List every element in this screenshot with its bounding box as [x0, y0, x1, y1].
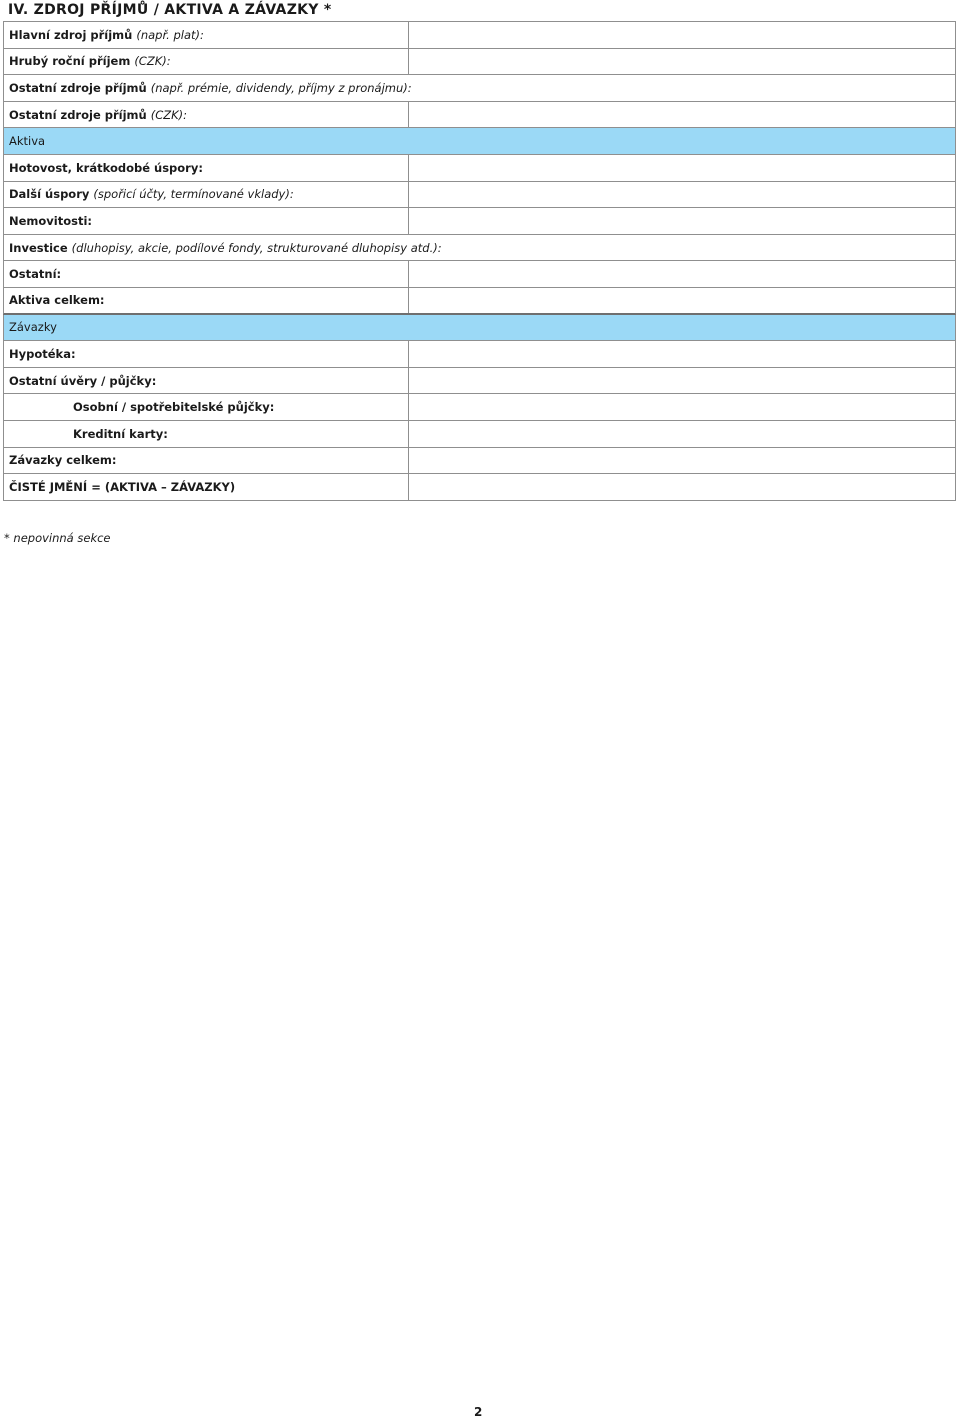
row-other-loans [3, 368, 956, 395]
cash-savings-field[interactable] [408, 155, 955, 181]
real-estate-field[interactable] [408, 208, 955, 234]
section-label: Závazky [9, 320, 57, 335]
row-label [4, 208, 408, 234]
page-number: 2 [474, 1405, 483, 1419]
field-note: (např. plat): [136, 27, 204, 42]
row-label [4, 49, 408, 75]
field-note: (spořicí účty, termínované vklady): [93, 187, 294, 202]
field-label: Hlavní zdroj příjmů [9, 27, 133, 42]
field-label: Hotovost, krátkodobé úspory: [9, 160, 203, 175]
row-label [4, 235, 955, 261]
net-worth-field[interactable] [408, 474, 955, 500]
section-header-assets [3, 128, 956, 155]
field-label: Hrubý roční příjem [9, 54, 131, 69]
field-label: Hypotéka: [9, 346, 76, 361]
field-note: (dluhopisy, akcie, podílové fondy, strukturované dluhopisy atd.): [71, 240, 442, 255]
field-label: Ostatní úvěry / půjčky: [9, 373, 157, 388]
row-label [4, 394, 408, 420]
row-label [4, 22, 408, 48]
row-label [4, 368, 408, 394]
row-main-income-source [3, 22, 956, 49]
row-real-estate [3, 208, 956, 235]
row-label [4, 155, 408, 181]
row-credit-cards [3, 421, 956, 448]
row-investments [3, 235, 956, 262]
row-label [4, 341, 408, 367]
other-income-amount-field[interactable] [408, 102, 955, 128]
mortgage-field[interactable] [408, 341, 955, 367]
consumer-loans-field[interactable] [408, 394, 955, 420]
gross-annual-income-field[interactable] [408, 49, 955, 75]
other-loans-field[interactable] [408, 368, 955, 394]
liabilities-total-field[interactable] [408, 448, 955, 474]
field-note: (CZK): [134, 54, 171, 69]
income-assets-form [3, 21, 956, 501]
field-label: Osobní / spotřebitelské půjčky: [73, 400, 275, 415]
other-savings-field[interactable] [408, 182, 955, 208]
field-label: Závazky celkem: [9, 453, 117, 468]
row-label [4, 448, 408, 474]
assets-total-field[interactable] [408, 288, 955, 313]
field-label: Ostatní: [9, 267, 62, 282]
row-label [4, 474, 408, 500]
field-note: (CZK): [150, 107, 188, 122]
row-label [4, 421, 408, 447]
row-other-income-amount [3, 102, 956, 129]
row-label [4, 261, 408, 287]
field-label: Kreditní karty: [73, 426, 168, 441]
field-label: Ostatní zdroje příjmů [9, 80, 147, 95]
field-label: Další úspory [9, 187, 90, 202]
row-gross-annual-income [3, 49, 956, 76]
field-label: Ostatní zdroje příjmů [9, 107, 147, 122]
row-other-assets [3, 261, 956, 288]
field-label: Aktiva celkem: [9, 293, 105, 308]
field-label: ČISTÉ JMĚNÍ = (AKTIVA – ZÁVAZKY) [9, 479, 236, 494]
row-label [4, 75, 955, 101]
row-other-savings [3, 182, 956, 209]
row-net-worth [3, 474, 956, 501]
credit-cards-field[interactable] [408, 421, 955, 447]
row-mortgage [3, 341, 956, 368]
row-assets-total [3, 288, 956, 315]
field-note: (např. prémie, dividendy, příjmy z pronájmu): [150, 80, 412, 95]
other-assets-field[interactable] [408, 261, 955, 287]
optional-section-footnote: * nepovinná sekce [4, 531, 111, 545]
page-title: IV. ZDROJ PŘÍJMŮ / AKTIVA A ZÁVAZKY * [8, 2, 332, 18]
row-liabilities-total [3, 448, 956, 475]
section-label: Aktiva [9, 134, 46, 149]
section-header-liabilities [3, 315, 956, 342]
row-consumer-loans [3, 394, 956, 421]
main-income-source-field[interactable] [408, 22, 955, 48]
row-label [4, 102, 408, 128]
field-label: Investice [9, 240, 68, 255]
row-other-income-sources [3, 75, 956, 102]
field-label: Nemovitosti: [9, 213, 93, 228]
row-label [4, 182, 408, 208]
row-cash-savings [3, 155, 956, 182]
row-label [4, 288, 408, 313]
